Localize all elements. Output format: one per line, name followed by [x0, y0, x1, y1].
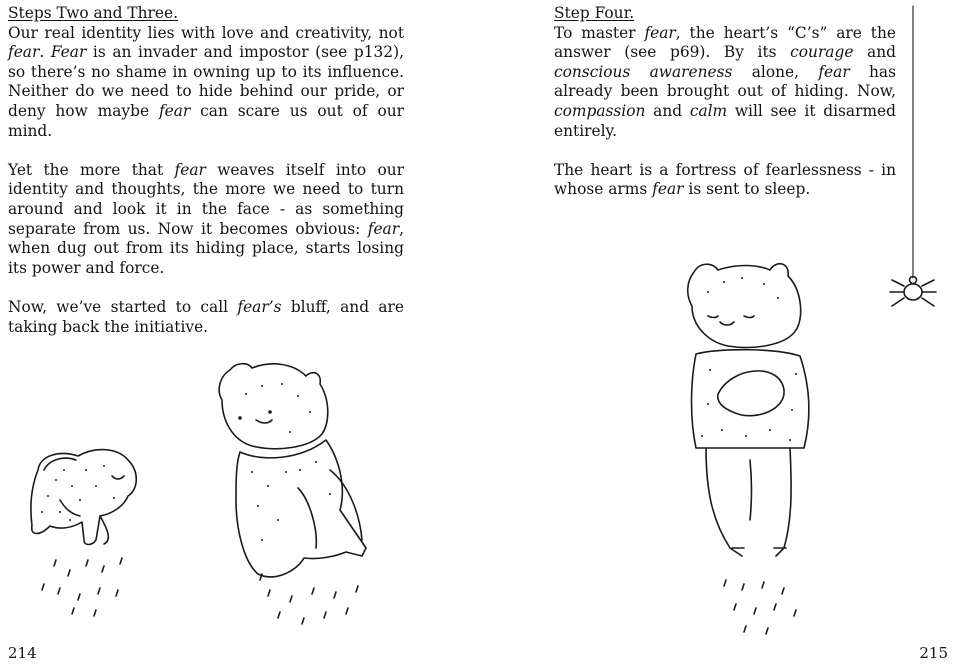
italic-text-run: conscious awareness: [554, 62, 733, 81]
italic-text-run: courage: [790, 43, 854, 62]
text-run: To master: [554, 23, 645, 42]
text-run: Yet the more that: [8, 160, 175, 179]
text-run: bluff, and are taking back the initiative.: [8, 297, 404, 336]
italic-text-run: fear: [644, 23, 676, 42]
bear-holding-rabbit-illustration: [688, 264, 809, 634]
italic-text-run: fear’s: [237, 297, 282, 316]
italic-text-run: fear: [174, 160, 206, 179]
italic-text-run: calm: [689, 101, 728, 120]
italic-text-run: Fear: [50, 43, 87, 62]
text-run: weaves itself into our identity and thoughts, the more we need to turn around and look it in the face - as something separate from us. Now it becomes obvious:: [8, 160, 405, 238]
ground-marks: [42, 558, 358, 624]
text-run: Now, we’ve started to call: [8, 297, 238, 316]
italic-text-run: fear: [8, 43, 40, 62]
left-heading: Steps Two and Three.: [8, 4, 179, 22]
text-run: , when dug out from its hiding place, starts losing its power and force.: [8, 219, 404, 277]
text-run: has already been brought out of hiding. Now,: [554, 62, 896, 101]
text-run: The heart is a fortress of fearlessness - in whose arms: [554, 160, 896, 199]
right-page-number: 215: [919, 644, 948, 662]
text-run: .: [39, 43, 51, 62]
text-run: is sent to sleep.: [683, 180, 811, 199]
text-run: Our real identity lies with love and creativity, not: [8, 23, 404, 42]
italic-text-run: fear: [367, 219, 400, 238]
italic-text-run: fear: [652, 180, 684, 199]
text-run: is an invader and impostor (see p132), so there’s no shame in owning up to its influence. Neither do we need to hide behind our pride, or deny how maybe: [8, 43, 404, 120]
italic-text-run: compassion: [554, 101, 646, 120]
text-run: , the heart’s “C’s” are the answer (see p69). By its: [554, 23, 896, 62]
rabbit-illustration: [31, 450, 136, 545]
text-run: and: [853, 43, 896, 62]
sitting-bear-illustration: [219, 364, 366, 577]
text-run: can scare us out of our mind.: [8, 101, 404, 140]
italic-text-run: fear: [158, 101, 191, 120]
text-run: and: [645, 101, 690, 120]
text-run: will see it disarmed entirely.: [554, 101, 896, 140]
text-run: alone,: [732, 62, 819, 81]
spider-illustration: [890, 6, 936, 306]
right-page: [480, 0, 960, 666]
left-page-number: 214: [8, 644, 37, 662]
right-illustrations: [480, 0, 960, 666]
italic-text-run: fear: [818, 62, 850, 81]
right-heading: Step Four.: [554, 4, 635, 22]
